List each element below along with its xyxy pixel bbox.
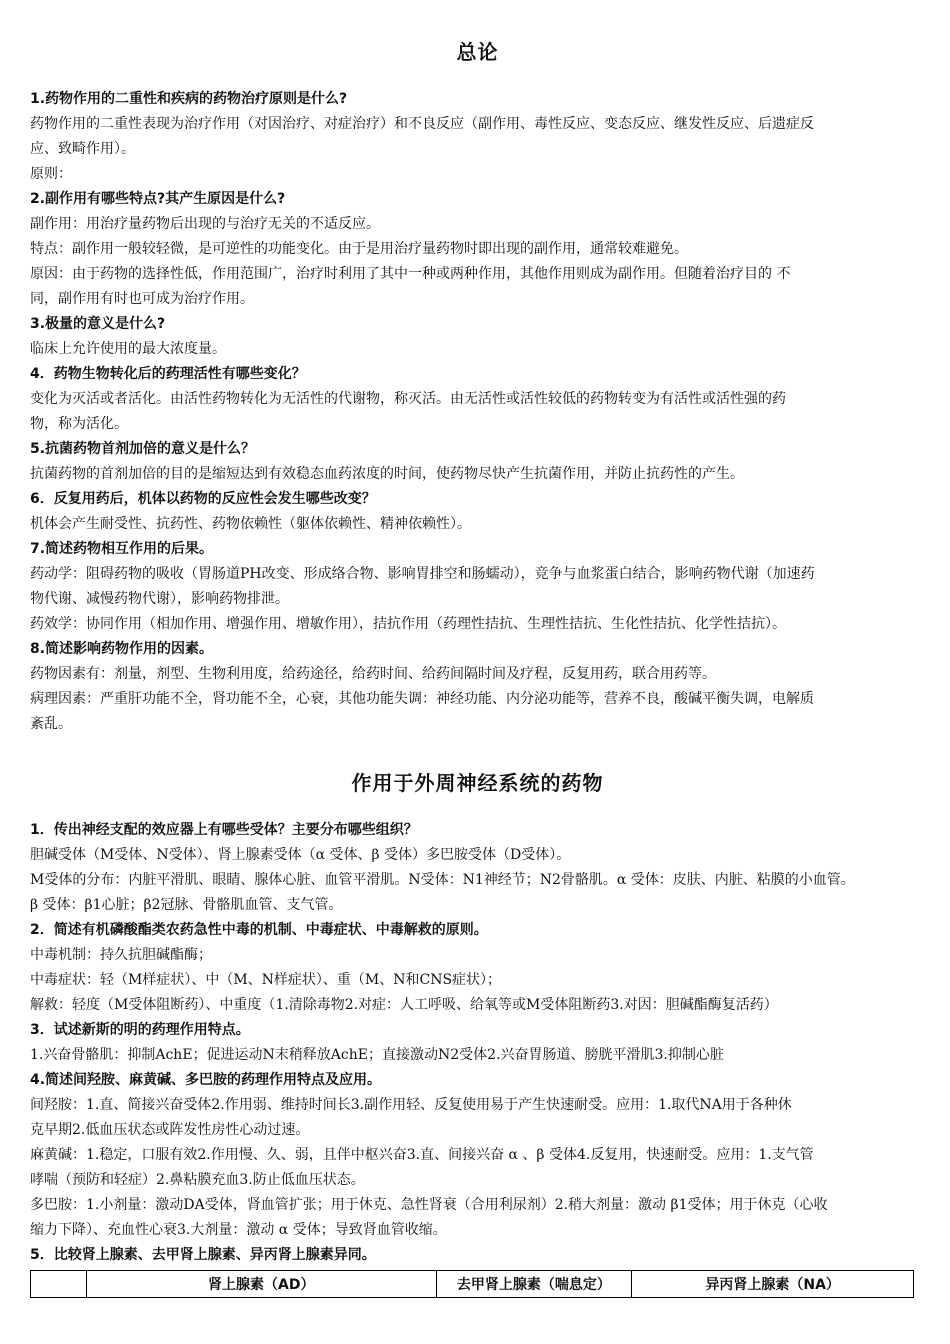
answer-line: 中毒症状：轻（M样症状）、中（M、N样症状）、重（M、N和CNS症状）； [30,972,502,988]
answer-line: 缩力下降）、充血性心衰3.大剂量：激动 α 受体；导致肾血管收缩。 [30,1222,447,1238]
question-heading: 2．简述有机磷酸酯类农药急性中毒的机制、中毒症状、中毒解救的原则。 [30,922,488,938]
answer-line: 药效学：协同作用（相加作用、增强作用、增敏作用），拮抗作用（药理性拮抗、生理性拮抗、生化性拮抗、化学性拮抗）。 [30,616,786,632]
section-title-peripheral-nervous-drugs: 作用于外周神经系统的药物 [351,771,604,795]
question-heading: 2.副作用有哪些特点?其产生原因是什么? [30,191,286,207]
table-header-row [31,1271,914,1298]
question-heading: 4．药物生物转化后的药理活性有哪些变化？ [30,366,306,382]
answer-line: 药物作用的二重性表现为治疗作用（对因治疗、对症治疗）和不良反应（副作用、毒性反应、变态反应、继发性反应、后遗症反 [30,116,814,132]
question-heading: 7.简述药物相互作用的后果。 [30,541,214,557]
answer-line: 多巴胺：1.小剂量：激动DA受体，肾血管扩张；用于休克、急性肾衰（合用利尿剂）2.稍大剂量：激动 β1受体；用于休克（心收 [30,1197,828,1213]
section-title-general: 总论 [456,40,499,64]
answer-line: 临床上允许使用的最大浓度量。 [30,341,226,357]
question-heading: 3.极量的意义是什么? [30,316,166,332]
answer-line: 应、致畸作用）。 [30,141,135,157]
answer-line: 克早期2.低血压状态或阵发性房性心动过速。 [30,1122,310,1138]
answer-line: 特点：副作用一般较轻微，是可逆性的功能变化。由于是用治疗量药物时即出现的副作用，通常较难避免。 [30,241,688,257]
table-header-cell-noradrenaline: 去甲肾上腺素（喘息定） [436,1271,632,1298]
section-peripheral-body [30,818,925,1268]
answer-line: 物，称为活化。 [30,416,128,432]
document-page [30,30,925,1298]
answer-line: 抗菌药物的首剂加倍的目的是缩短达到有效稳态血药浓度的时间，使药物尽快产生抗菌作用，并防止抗药性的产生。 [30,466,744,482]
question-heading: 1．传出神经支配的效应器上有哪些受体？主要分布哪些组织？ [30,822,418,838]
answer-line: 机体会产生耐受性、抗药性、药物依赖性（躯体依赖性、精神依赖性）。 [30,516,471,532]
answer-line: 麻黄碱：1.稳定，口服有效2.作用慢、久、弱，且伴中枢兴奋3.直、间接兴奋 α 、β 受体4.反复用，快速耐受。应用：1.支气管 [30,1147,814,1163]
question-heading: 6．反复用药后，机体以药物的反应性会发生哪些改变？ [30,491,376,507]
answer-line: 原则： [30,166,72,182]
answer-line: 变化为灭活或者活化。由活性药物转化为无活性的代谢物，称灭活。由无活性或活性较低的药物转变为有活性或活性强的药 [30,391,786,407]
answer-line: β 受体：β1心脏；β2冠脉、骨骼肌血管、支气管。 [30,897,343,913]
table-header-cell-isoprenaline: 异丙肾上腺素（NA） [632,1271,914,1298]
answer-line: 同，副作用有时也可成为治疗作用。 [30,291,254,307]
table-header-cell-empty [31,1271,87,1298]
answer-line: 紊乱。 [30,716,72,732]
answer-line: 胆碱受体（M受体、N受体）、肾上腺素受体（α 受体、β 受体）多巴胺受体（D受体）。 [30,847,571,863]
answer-line: 哮喘（预防和轻症）2.鼻粘膜充血3.防止低血压状态。 [30,1172,365,1188]
answer-line: 物代谢、减慢药物代谢），影响药物排泄。 [30,591,289,607]
answer-line: 1.兴奋骨骼肌：抑制AchE；促进运动N末稍释放AchE；直接激动N2受体2.兴奋胃肠道、膀胱平滑肌3.抑制心脏 [30,1047,724,1063]
question-heading: 1.药物作用的二重性和疾病的药物治疗原则是什么? [30,91,348,107]
answer-line: 药动学：阻碍药物的吸收（胃肠道PH改变、形成络合物、影响胃排空和肠蠕动），竞争与血浆蛋白结合，影响药物代谢（加速药 [30,566,815,582]
answer-line: 原因：由于药物的选择性低，作用范围广，治疗时利用了其中一种或两种作用，其他作用则成为副作用。但随着治疗目的 不 [30,266,791,282]
answer-line: M受体的分布：内脏平滑肌、眼睛、腺体心脏、血管平滑肌。N受体：N1神经节；N2骨骼肌。α 受体：皮肤、内脏、粘膜的小血管。 [30,872,855,888]
answer-line: 副作用：用治疗量药物后出现的与治疗无关的不适反应。 [30,216,380,232]
answer-line: 病理因素：严重肝功能不全，肾功能不全，心衰，其他功能失调：神经功能、内分泌功能等，营养不良，酸碱平衡失调，电解质 [30,691,814,707]
comparison-table [30,1270,914,1298]
question-heading: 5.抗菌药物首剂加倍的意义是什么？ [30,441,256,457]
answer-line: 解救：轻度（M受体阻断药）、中重度（1.清除毒物2.对症：人工呼吸、给氧等或M受体阻断药3.对因：胆碱酯酶复活药） [30,997,778,1013]
answer-line: 中毒机制：持久抗胆碱酯酶； [30,947,212,963]
table-header-cell-adrenaline: 肾上腺素（AD） [86,1271,436,1298]
answer-line: 药物因素有：剂量，剂型、生物利用度，给药途径，给药时间、给药间隔时间及疗程，反复用药，联合用药等。 [30,666,716,682]
question-heading: 4.简述间羟胺、麻黄碱、多巴胺的药理作用特点及应用。 [30,1072,382,1088]
question-heading: 5．比较肾上腺素、去甲肾上腺素、异丙肾上腺素异同。 [30,1247,376,1263]
question-heading: 3．试述新斯的明的药理作用特点。 [30,1022,250,1038]
section-general-body [30,87,925,737]
question-heading: 8.简述影响药物作用的因素。 [30,641,214,657]
answer-line: 间羟胺：1.直、简接兴奋受体2.作用弱、维持时间长3.副作用轻、反复使用易于产生快速耐受。应用：1.取代NA用于各种休 [30,1097,792,1113]
